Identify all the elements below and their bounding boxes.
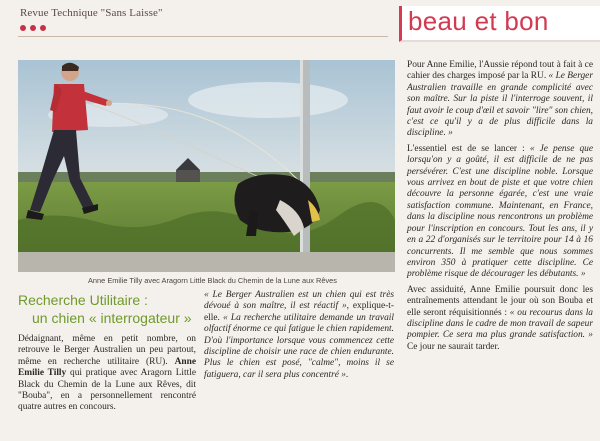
- photo-caption: Anne Emilie Tilly avec Aragorn Little Black du Chemin de la Lune aux Rêves: [88, 276, 337, 285]
- column-3-paragraph-1: [407, 60, 593, 140]
- article-column-3: [407, 60, 593, 353]
- section-title: beau et bon: [408, 6, 549, 36]
- column-2-paragraph: [204, 290, 394, 381]
- column-3-paragraph-3: [407, 285, 593, 353]
- subhead-line-2: un chien « interrogateur »: [32, 310, 192, 326]
- decorative-dots: [20, 25, 46, 31]
- column-3-paragraph-2: [407, 144, 593, 281]
- p2-text: L'essentiel est de se lancer :: [407, 143, 530, 154]
- p2-quote: « Je pense que lorsqu'on y a goûté, il est difficile de ne pas persévérer. C'est une discipline noble. Lorsque vous arrivez en bout de piste et que votre chien découvre la personne égarée, c'est une vraie satisfaction commune. Maintenant, en France, dans la discipline nous rencontrons un problème pour l'inscription en concours. Tout les ans, il y en a 22 d'organisés sur le territoire pour 14 à 16 concurrents. Il me semble que nous sommes environ 350 à pratiquer cette discipline. Ce problème risque de décourager les débutants. »: [407, 143, 593, 280]
- p3-text: Avec assiduité, Anne Emilie poursuit donc les entraînements attendant le jour où son Bouba et elle seront réquisitionnés :: [407, 284, 593, 318]
- article-column-2: [204, 290, 394, 381]
- magazine-name: Revue Technique "Sans Laisse": [20, 7, 163, 19]
- column-1-paragraph: [18, 334, 196, 414]
- article-column-1: [18, 334, 196, 414]
- dot-icon: [30, 25, 36, 31]
- subhead-line-1: Recherche Utilitaire :: [18, 292, 148, 308]
- person-name: Anne Emilie Tilly: [18, 356, 196, 379]
- quote-1: « Le Berger Australien est un chien qui est très dévoué à son maître, il est réactif »: [204, 290, 394, 312]
- photo-illustration: [18, 60, 395, 272]
- attribution: , explique-t-elle.: [204, 301, 394, 323]
- p1-quote: « Le Berger Australien travaille en grande complicité avec son maître. Sur la piste il l'interroge souvent, il faut avoir le coup d'œil et savoir "lire" son chien, c'est ce qu'il y a de plus difficile dans la discipline. »: [407, 71, 593, 139]
- header-rule: [18, 36, 388, 37]
- p3-end: Ce jour ne saurait tarder.: [407, 341, 500, 352]
- p1-text: Pour Anne Emilie, l'Aussie répond tout à fait à ce cahier des charges imposé par la RU.: [407, 60, 593, 82]
- quote-2: « La recherche utilitaire demande un travail olfactif énorme ce qui fatigue le chien rapidement. D'où l'importance lorsque vous commencez cette discipline de choisir une race de chien endurante. Plus le chien est posé, "calme", moins il se fatiguera, car il sera plus concentré »: [204, 312, 394, 380]
- dot-icon: [40, 25, 46, 31]
- intro-rest: qui pratique avec Aragorn Little Black du Chemin de la Lune aux Rêves, dit "Bouba", en a personnellement rencontré quatre autres en concours.: [18, 368, 196, 413]
- p3-quote: « ou recourus dans la discipline dans le cadre de mon travail de sapeur pompier. Ce sera ma plus grande satisfaction. »: [407, 307, 593, 341]
- dot-icon: [20, 25, 26, 31]
- article-photo: [18, 60, 395, 272]
- intro-text: Dédaignant, même en petit nombre, on retrouve le Berger Australien un peu partout, même en recherche utilitaire (RU).: [18, 334, 196, 367]
- quote-end: .: [345, 369, 349, 380]
- article-subhead: [18, 291, 198, 327]
